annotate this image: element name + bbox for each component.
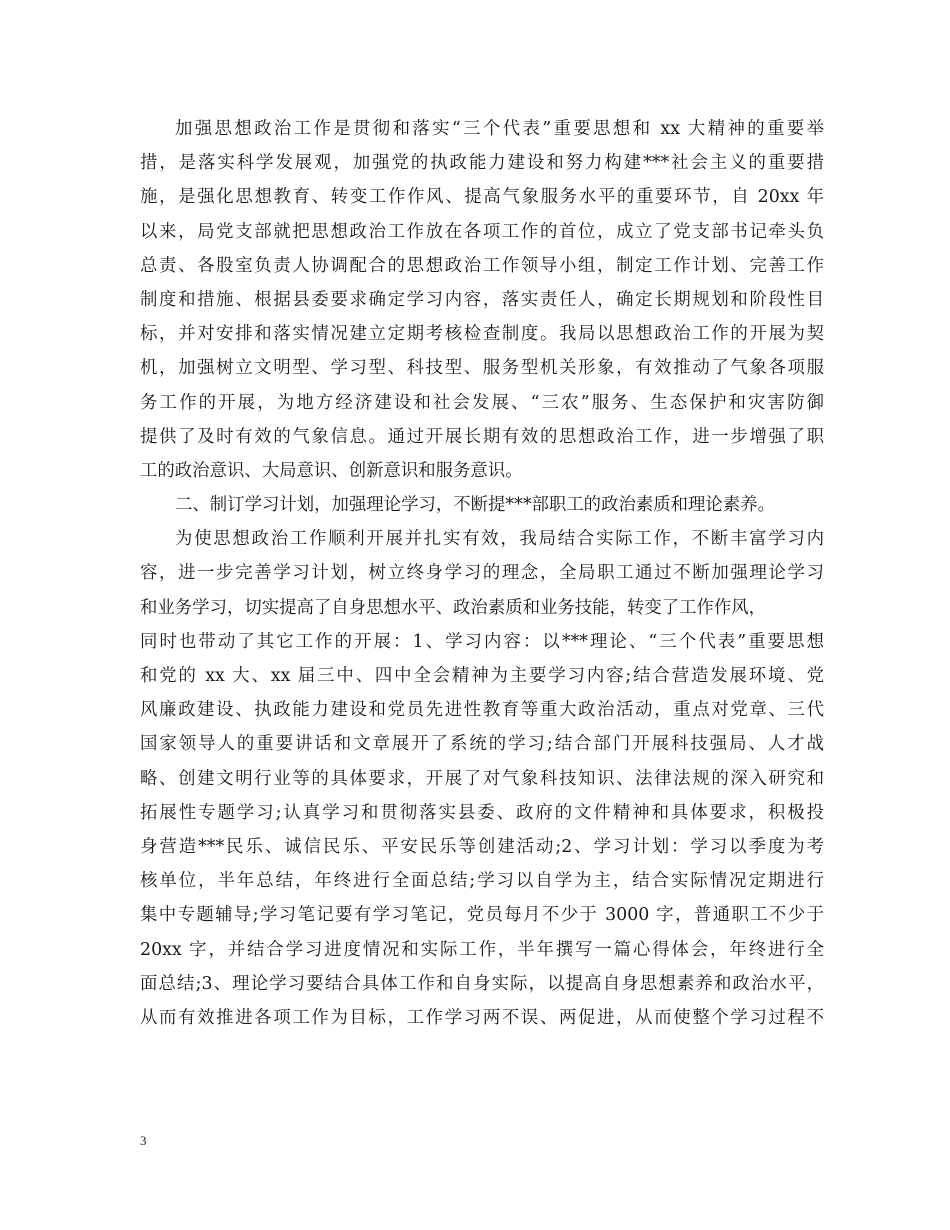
text-line: 加强思想政治工作是贯彻和落实“三个代表”重要思想和 xx 大精神的重要举	[175, 119, 824, 139]
text-line: 施，是强化思想教育、转变工作作风、提高气象服务水平的重要环节，自 20xx 年	[140, 187, 824, 208]
text-line: 和业务学习，切实提高了自身思想水平、政治素质和业务技能，转变了工作作风，	[140, 597, 767, 618]
text-line: 工的政治意识、大局意识、创新意识和服务意识。	[140, 460, 523, 481]
text-line: 集中专题辅导;学习笔记要有学习笔记，党员每月不少于 3000 字，普通职工不少于	[140, 905, 824, 926]
text-line: 措，是落实科学发展观，加强党的执政能力建设和努力构建***社会主义的重要措	[140, 153, 824, 174]
text-line: 核单位，半年总结，年终进行全面总结;学习以自学为主，结合实际情况定期进行	[140, 871, 824, 892]
text-line: 机，加强树立文明型、学习型、科技型、服务型机关形象，有效推动了气象各项服	[140, 358, 824, 379]
text-line: 标，并对安排和落实情况建立定期考核检查制度。我局以思想政治工作的开展为契	[140, 324, 824, 345]
text-line: 务工作的开展，为地方经济建设和社会发展、“三农”服务、生态保护和灾害防御	[140, 392, 824, 413]
text-line: 同时也带动了其它工作的开展：1、学习内容：以***理论、“三个代表”重要思想	[140, 631, 824, 652]
text-line: 略、创建文明行业等的具体要求，开展了对气象科技知识、法律法规的深入研究和	[140, 768, 824, 789]
body-text	[140, 112, 824, 1035]
text-line: 和党的 xx 大、xx 届三中、四中全会精神为主要学习内容;结合营造发展环境、党	[140, 666, 824, 686]
text-line: 容，进一步完善学习计划，树立终身学习的理念，全局职工通过不断加强理论学习	[140, 563, 824, 584]
text-line: 总责、各股室负责人协调配合的思想政治工作领导小组，制定工作计划、完善工作	[140, 255, 824, 276]
text-line: 提供了及时有效的气象信息。通过开展长期有效的思想政治工作，进一步增强了职	[140, 426, 824, 447]
text-line: 20xx 字，并结合学习进度情况和实际工作，半年撰写一篇心得体会，年终进行全	[140, 939, 824, 960]
text-line: 风廉政建设、执政能力建设和党员先进性教育等重大政治活动，重点对党章、三代	[140, 700, 824, 721]
text-line: 为使思想政治工作顺利开展并扎实有效，我局结合实际工作，不断丰富学习内	[175, 529, 824, 550]
text-line: 从而有效推进各项工作为目标，工作学习两不误、两促进，从而使整个学习过程不	[140, 1007, 824, 1028]
page-number: 3	[140, 1133, 147, 1148]
text-line: 国家领导人的重要讲话和文章展开了系统的学习;结合部门开展科技强局、人才战	[140, 734, 824, 755]
text-line: 制度和措施、根据县委要求确定学习内容，落实责任人，确定长期规划和阶段性目	[140, 289, 824, 310]
text-line: 身营造***民乐、诚信民乐、平安民乐等创建活动;2、学习计划：学习以季度为考	[140, 836, 824, 857]
text-line: 以来，局党支部就把思想政治工作放在各项工作的首位，成立了党支部书记牵头负	[140, 221, 824, 242]
section-heading: 二、制订学习计划，加强理论学习，不断提***部职工的政治素质和理论素养。	[175, 495, 775, 516]
text-line: 拓展性专题学习;认真学习和贯彻落实县委、政府的文件精神和具体要求，积极投	[140, 802, 824, 823]
text-line: 面总结;3、理论学习要结合具体工作和自身实际，以提高自身思想素养和政治水平，	[140, 973, 824, 994]
